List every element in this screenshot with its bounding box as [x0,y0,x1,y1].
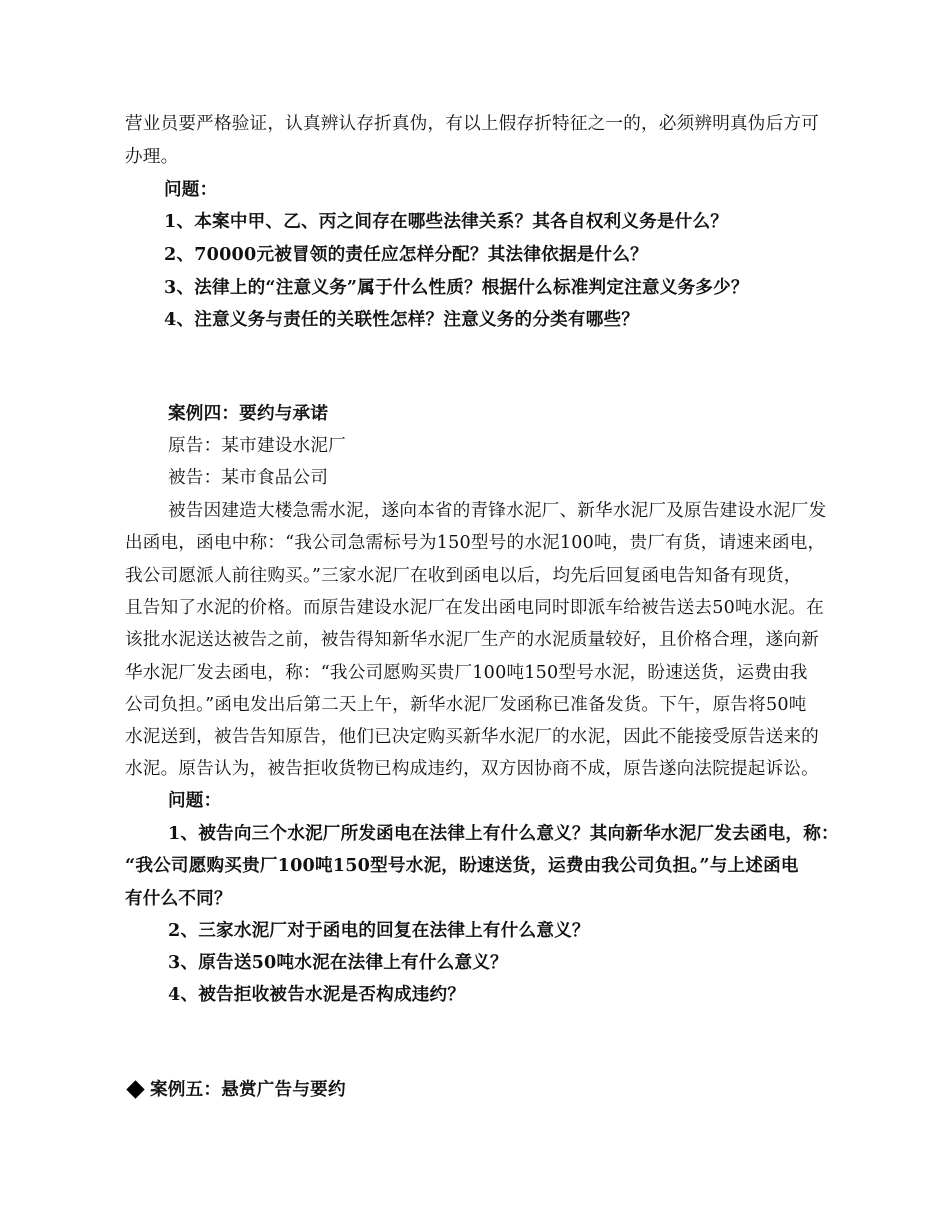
intro-line-1: 营业员要严格验证，认真辨认存折真伪，有以上假存折特征之一的，必须辨明真伪后方可 [125,114,819,134]
case4-body-line: 该批水泥送达被告之前，被告得知新华水泥厂生产的水泥质量较好，且价格合理，遂向新 [125,630,819,650]
case4-body-line: 水泥送到，被告告知原告，他们已决定购买新华水泥厂的水泥，因此不能接受原告送来的 [125,727,819,747]
case4-defendant: 被告：某市食品公司 [168,468,329,488]
case4-plaintiff: 原告：某市建设水泥厂 [168,436,346,456]
question-item: 2、70000元被冒领的责任应怎样分配？其法律依据是什么？ [164,244,648,265]
question-item: 4、被告拒收被告水泥是否构成违约？ [168,984,466,1005]
case4-body-line: 我公司愿派人前往购买。”三家水泥厂在收到函电以后，均先后回复函电告知备有现货， [125,566,802,586]
question-item-continued: 有什么不同？ [125,888,232,909]
question-item: 1、本案中甲、乙、丙之间存在哪些法律关系？其各自权利义务是什么？ [164,211,729,232]
case4-body-line: 华水泥厂发去函电，称：“我公司愿购买贵厂100吨150型号水泥，盼速送货，运费由我 [125,663,808,683]
intro-line-2: 办理。 [125,147,179,167]
questions-heading: 问题： [164,179,218,200]
case4-title: 案例四：要约与承诺 [168,403,329,424]
case4-body-line: 且告知了水泥的价格。而原告建设水泥厂在发出函电同时即派车给被告送去50吨水泥。在 [125,598,824,618]
question-item: 3、法律上的“注意义务”属于什么性质？根据什么标准判定注意义务多少？ [164,277,749,298]
questions-heading: 问题： [168,790,222,811]
case4-body-line: 出函电，函电中称：“我公司急需标号为150型号的水泥100吨，贵厂有货，请速来函电， [125,533,826,553]
question-item: 3、原告送50吨水泥在法律上有什么意义？ [168,952,508,973]
case4-body-line: 水泥。原告认为，被告拒收货物已构成违约，双方因协商不成，原告遂向法院提起诉讼。 [125,759,819,779]
case4-body-line: 公司负担。”函电发出后第二天上午，新华水泥厂发函称已准备发货。下午，原告将50吨 [125,695,807,715]
diamond-bullet-icon [126,1080,144,1098]
case4-body-line: 被告因建造大楼急需水泥，遂向本省的青锋水泥厂、新华水泥厂及原告建设水泥厂发 [168,501,827,521]
question-item-continued: “我公司愿购买贵厂100吨150型号水泥，盼速送货，运费由我公司负担。”与上述函电 [125,855,799,876]
case5-heading [125,1078,346,1102]
question-item: 2、三家水泥厂对于函电的回复在法律上有什么意义？ [168,920,590,941]
case5-title: 案例五：悬赏广告与要约 [150,1079,346,1100]
question-item: 4、注意义务与责任的关联性怎样？注意义务的分类有哪些？ [164,309,640,330]
question-item: 1、被告向三个水泥厂所发函电在法律上有什么意义？其向新华水泥厂发去函电，称： [168,823,839,844]
